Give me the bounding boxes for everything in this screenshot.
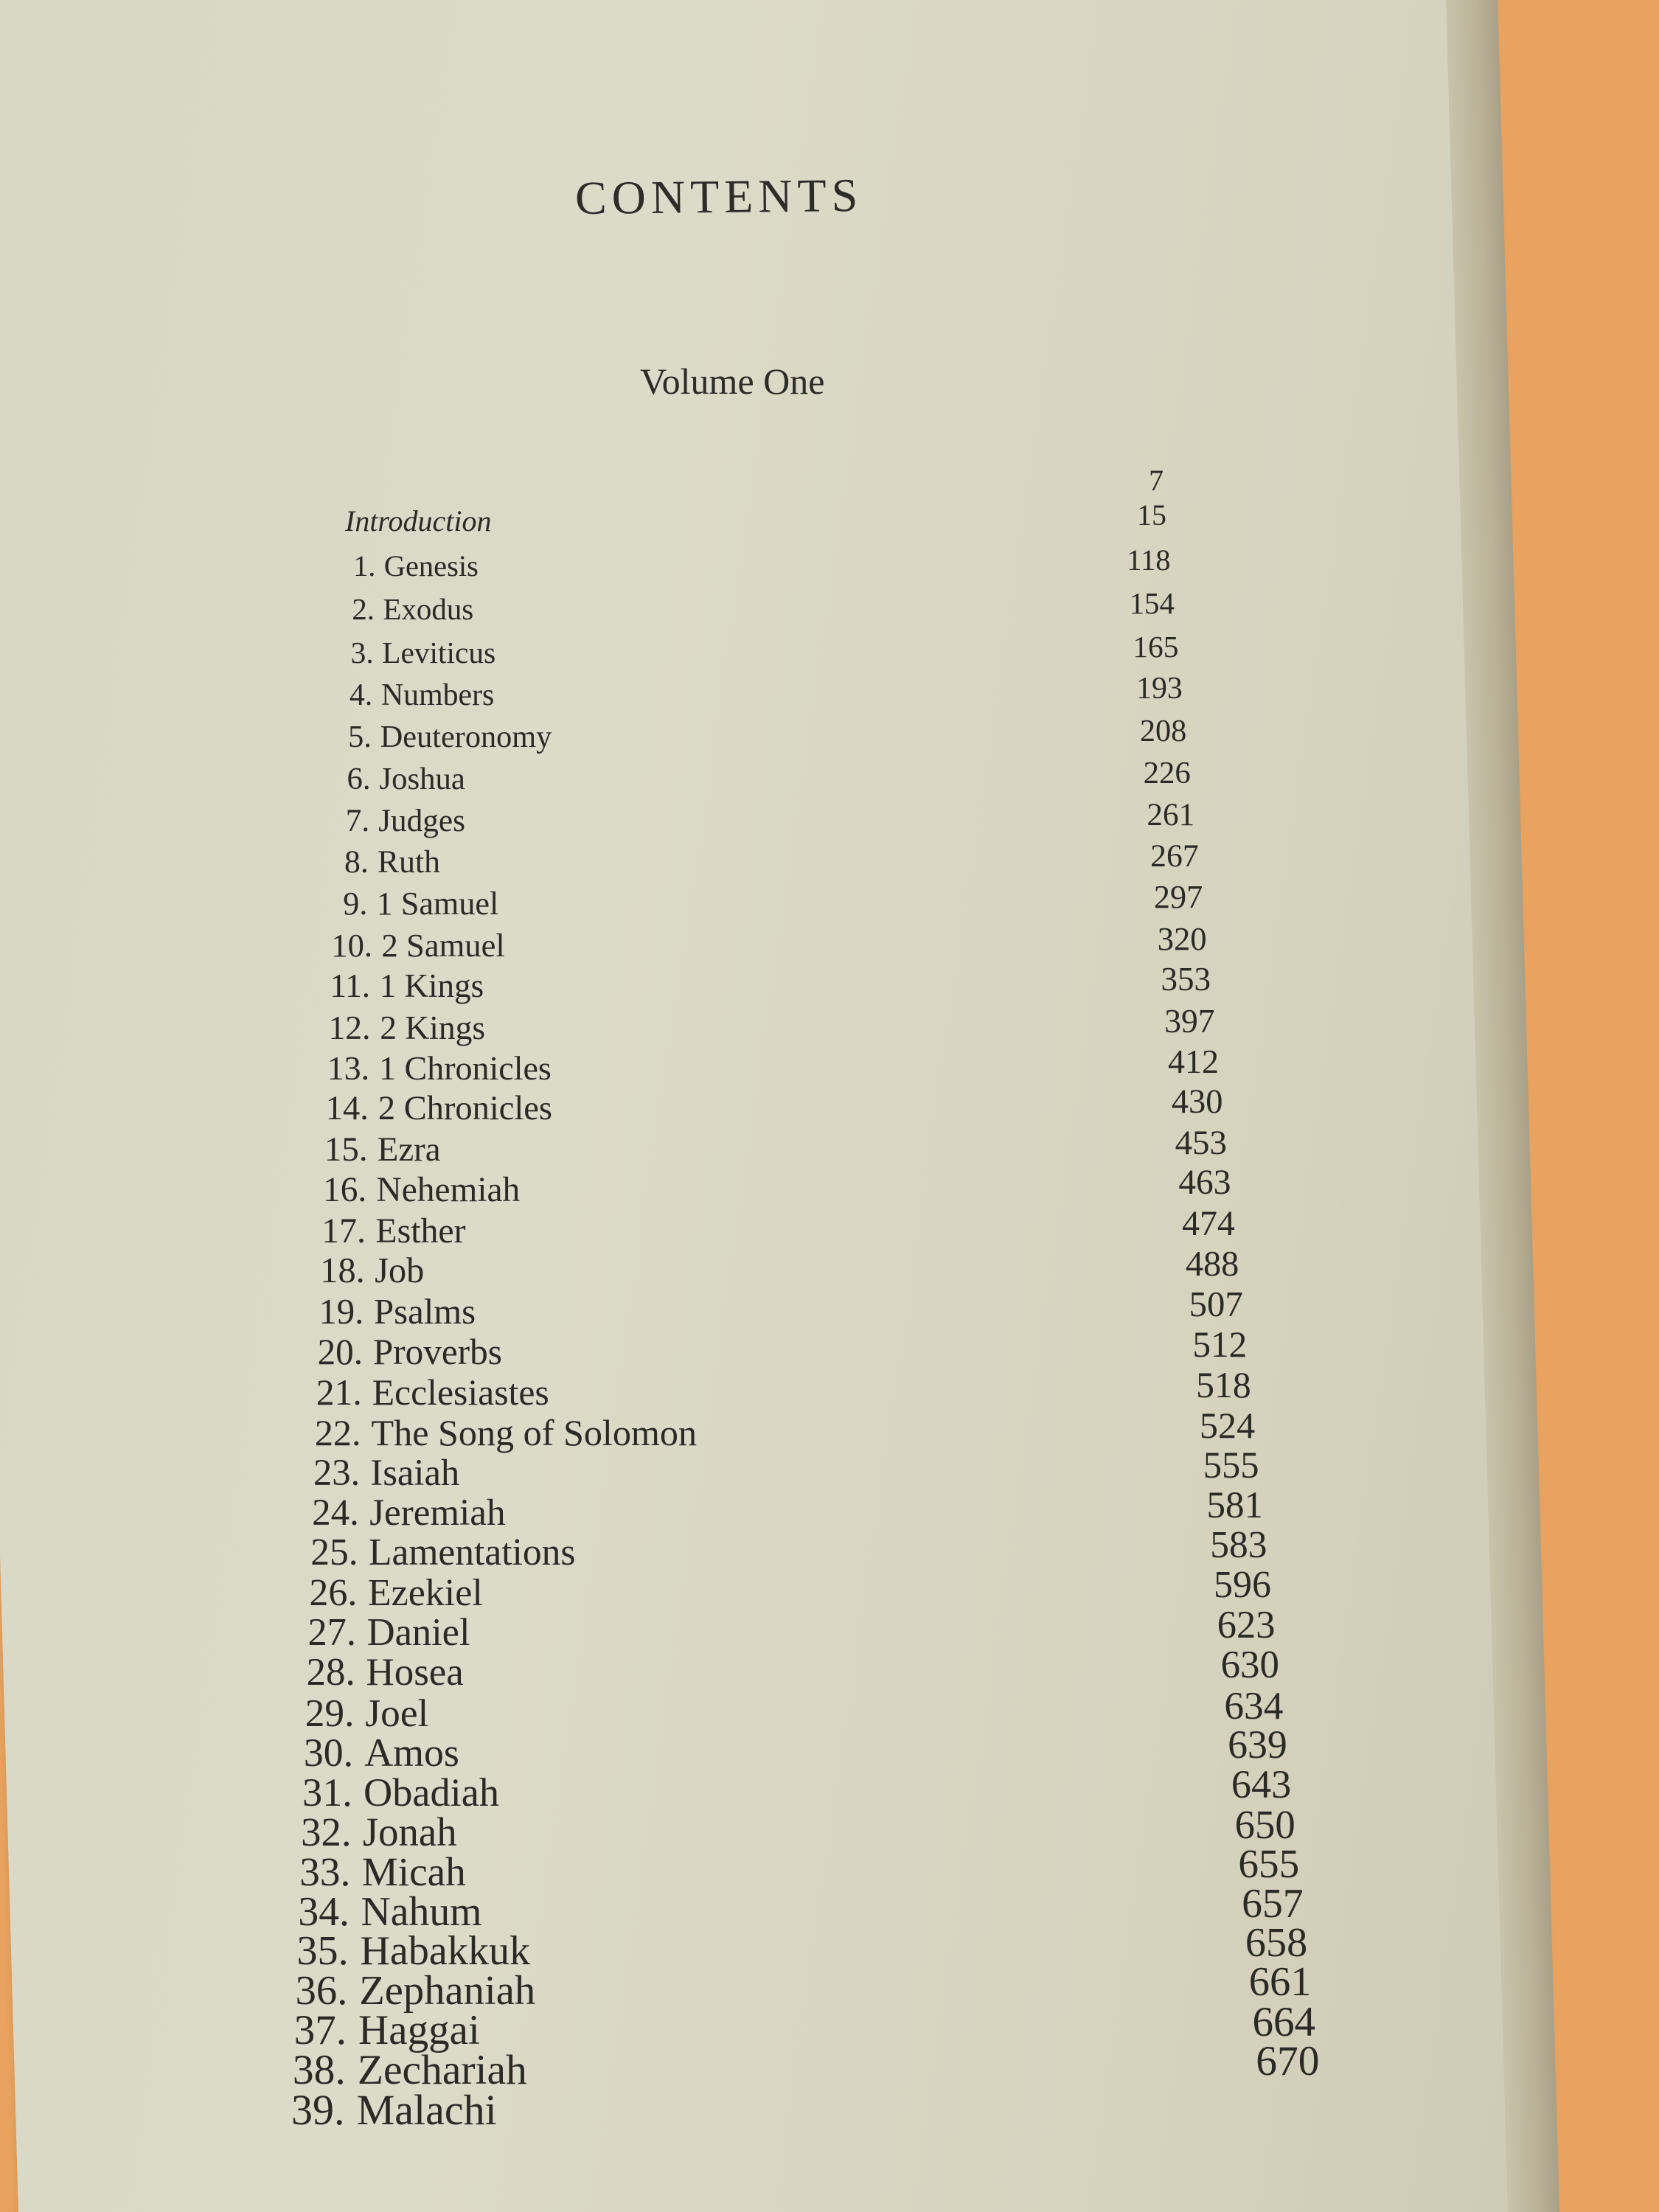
chapter-number: 31.: [302, 1770, 352, 1815]
page-number: 650: [1234, 1801, 1295, 1847]
chapter-number: 30.: [303, 1731, 354, 1775]
chapter-title: Nehemiah: [376, 1170, 521, 1209]
chapter-title: Habakkuk: [360, 1928, 531, 1975]
chapter-number: 27.: [307, 1611, 357, 1655]
toc-entry: [315, 1411, 697, 1454]
page-number: 555: [1203, 1444, 1259, 1486]
chapter-title: Nahum: [361, 1888, 482, 1935]
chapter-title: Haggai: [358, 2007, 480, 2054]
chapter-title: Numbers: [380, 678, 495, 712]
chapter-number: 35.: [296, 1928, 349, 1975]
chapter-number: 25.: [310, 1531, 358, 1574]
chapter-number: 1.: [353, 549, 376, 583]
chapter-number: 16.: [323, 1170, 367, 1209]
page-number: 634: [1224, 1683, 1284, 1728]
page-number: 7: [1149, 464, 1164, 497]
chapter-title: Lamentations: [369, 1531, 576, 1574]
toc-entry: [345, 504, 492, 538]
toc-entry: [347, 761, 465, 797]
toc-entry: [307, 1650, 464, 1694]
page-number: 512: [1192, 1324, 1248, 1366]
chapter-title: 2 Samuel: [381, 926, 505, 964]
chapter-number: 9.: [343, 886, 368, 922]
chapter-title: Ezra: [377, 1130, 441, 1169]
chapter-title: Introduction: [345, 504, 492, 538]
page-number: 297: [1153, 879, 1203, 916]
chapter-number: 5.: [348, 720, 372, 755]
page-number: 15: [1137, 498, 1166, 532]
toc-entry: [343, 885, 498, 922]
toc-entry: [309, 1571, 482, 1615]
page-number: 507: [1189, 1284, 1243, 1325]
chapter-number: 13.: [327, 1048, 370, 1087]
chapter-number: 23.: [313, 1452, 361, 1494]
toc-entry: [312, 1491, 505, 1534]
page-number: 430: [1171, 1082, 1223, 1121]
chapter-number: 37.: [293, 2007, 347, 2054]
page-number: 226: [1143, 755, 1191, 790]
page-number: 397: [1164, 1001, 1215, 1040]
chapter-number: 10.: [331, 926, 373, 964]
toc-entry: [323, 1170, 520, 1210]
toc-entry: [344, 844, 440, 880]
toc-entry: [349, 678, 494, 713]
chapter-title: Amos: [364, 1731, 459, 1775]
toc-entry: [302, 1770, 499, 1815]
chapter-number: 38.: [292, 2046, 346, 2093]
chapter-title: Psalms: [374, 1291, 476, 1332]
page-number: 474: [1182, 1204, 1235, 1243]
chapter-number: 29.: [305, 1691, 355, 1736]
chapter-title: Zephaniah: [359, 1967, 536, 2014]
chapter-title: 1 Samuel: [376, 886, 499, 922]
chapter-title: Malachi: [356, 2086, 497, 2134]
page-number: 267: [1150, 838, 1199, 874]
toc-entry: [319, 1291, 476, 1332]
page-number: 581: [1206, 1484, 1264, 1527]
chapter-number: 6.: [347, 762, 371, 797]
chapter-title: Jeremiah: [369, 1492, 506, 1534]
page-number: 657: [1242, 1880, 1304, 1927]
chapter-number: 20.: [317, 1332, 364, 1373]
chapter-title: Zechariah: [357, 2046, 527, 2093]
chapter-number: 8.: [344, 844, 369, 880]
chapter-title: Joshua: [379, 762, 465, 797]
page-number: 208: [1139, 714, 1187, 749]
toc-entry: [353, 549, 479, 583]
chapter-number: 28.: [306, 1651, 355, 1694]
chapter-title: 2 Chronicles: [378, 1090, 552, 1128]
chapter-number: 17.: [321, 1211, 366, 1251]
chapter-number: 33.: [299, 1849, 351, 1895]
chapter-title: Ruth: [377, 844, 440, 880]
toc-entry: [310, 1531, 575, 1574]
toc-entry: [351, 635, 496, 670]
chapter-title: Leviticus: [382, 636, 496, 670]
toc-entry: [330, 967, 484, 1005]
toc-entry: [305, 1690, 429, 1736]
page-number: 320: [1157, 919, 1207, 957]
chapter-number: 4.: [349, 678, 373, 712]
chapter-number: 3.: [350, 636, 374, 670]
chapter-number: 18.: [320, 1251, 365, 1291]
toc-entry: [331, 926, 505, 964]
chapter-title: Exodus: [383, 593, 474, 627]
chapter-number: 19.: [319, 1291, 364, 1332]
chapter-title: Hosea: [366, 1651, 464, 1694]
chapter-number: 22.: [314, 1411, 361, 1453]
page-number: 658: [1245, 1920, 1308, 1966]
page-number: 154: [1129, 587, 1175, 621]
chapter-number: 7.: [345, 803, 370, 839]
toc-entry: [327, 1048, 552, 1088]
toc-entry: [329, 1008, 486, 1047]
page-number: 524: [1199, 1404, 1256, 1446]
chapter-title: Isaiah: [370, 1452, 460, 1494]
chapter-title: Esther: [375, 1211, 466, 1251]
page-number: 518: [1196, 1364, 1251, 1405]
chapter-number: 36.: [295, 1967, 348, 2014]
chapter-title: Ezekiel: [367, 1571, 483, 1614]
page-number: 118: [1127, 543, 1171, 577]
chapter-title: Ecclesiastes: [372, 1371, 549, 1413]
chapter-title: Judges: [378, 803, 465, 839]
toc-entry: [346, 802, 465, 839]
page-number: 596: [1214, 1564, 1271, 1607]
toc-entry: [321, 1211, 465, 1251]
chapter-title: 1 Chronicles: [379, 1048, 552, 1087]
chapter-title: Joel: [365, 1691, 429, 1736]
page-number: 353: [1161, 961, 1211, 998]
chapter-number: 14.: [325, 1090, 369, 1128]
chapter-title: Genesis: [383, 549, 479, 583]
chapter-title: 2 Kings: [380, 1008, 486, 1046]
toc-entry: [313, 1451, 459, 1494]
chapter-title: The Song of Solomon: [371, 1411, 698, 1453]
contents-heading: CONTENTS: [574, 168, 863, 225]
chapter-number: 12.: [328, 1008, 371, 1046]
page-number: 453: [1175, 1123, 1227, 1162]
page-number: 165: [1133, 629, 1179, 664]
toc-entry: [324, 1130, 441, 1169]
toc-entry: [316, 1371, 549, 1413]
chapter-title: Job: [375, 1251, 425, 1291]
page-number: 488: [1185, 1244, 1239, 1284]
page-number: 463: [1178, 1164, 1231, 1203]
page-number: 623: [1217, 1603, 1276, 1646]
chapter-number: 24.: [312, 1492, 359, 1534]
page-number: 261: [1147, 796, 1195, 832]
toc-entry: [348, 719, 552, 755]
chapter-title: Micah: [361, 1849, 466, 1895]
page-number: 412: [1168, 1042, 1219, 1080]
page-number: 655: [1238, 1841, 1300, 1887]
chapter-title: 1 Kings: [379, 967, 484, 1005]
chapter-title: Jonah: [362, 1809, 457, 1855]
toc-entry: [326, 1089, 552, 1128]
chapter-number: 2.: [352, 593, 375, 627]
chapter-title: Obadiah: [364, 1770, 499, 1815]
toc-entry: [304, 1730, 459, 1775]
page-number: 664: [1252, 1998, 1316, 2045]
page-number: 630: [1220, 1643, 1279, 1686]
toc-entry: [291, 2085, 497, 2135]
toc-entry: [352, 592, 473, 627]
chapter-title: Deuteronomy: [380, 720, 552, 755]
chapter-number: 11.: [330, 967, 371, 1005]
chapter-number: 15.: [324, 1130, 368, 1169]
toc-entry: [318, 1331, 502, 1373]
page-number: 643: [1231, 1761, 1292, 1806]
volume-heading: Volume One: [640, 361, 825, 402]
chapter-number: 39.: [291, 2086, 345, 2134]
page-number: 639: [1228, 1722, 1287, 1767]
toc-entry: [320, 1251, 424, 1291]
toc-entry: [307, 1610, 470, 1655]
page-number: 670: [1256, 2038, 1320, 2085]
page-number: 583: [1210, 1524, 1267, 1567]
chapter-title: Daniel: [366, 1611, 470, 1655]
page-number: 661: [1248, 1959, 1312, 2006]
chapter-number: 21.: [316, 1371, 362, 1413]
chapter-number: 32.: [301, 1809, 352, 1855]
page-number: 193: [1136, 672, 1183, 706]
chapter-number: 26.: [309, 1571, 358, 1614]
chapter-title: Proverbs: [372, 1332, 502, 1373]
chapter-number: 34.: [298, 1888, 349, 1935]
